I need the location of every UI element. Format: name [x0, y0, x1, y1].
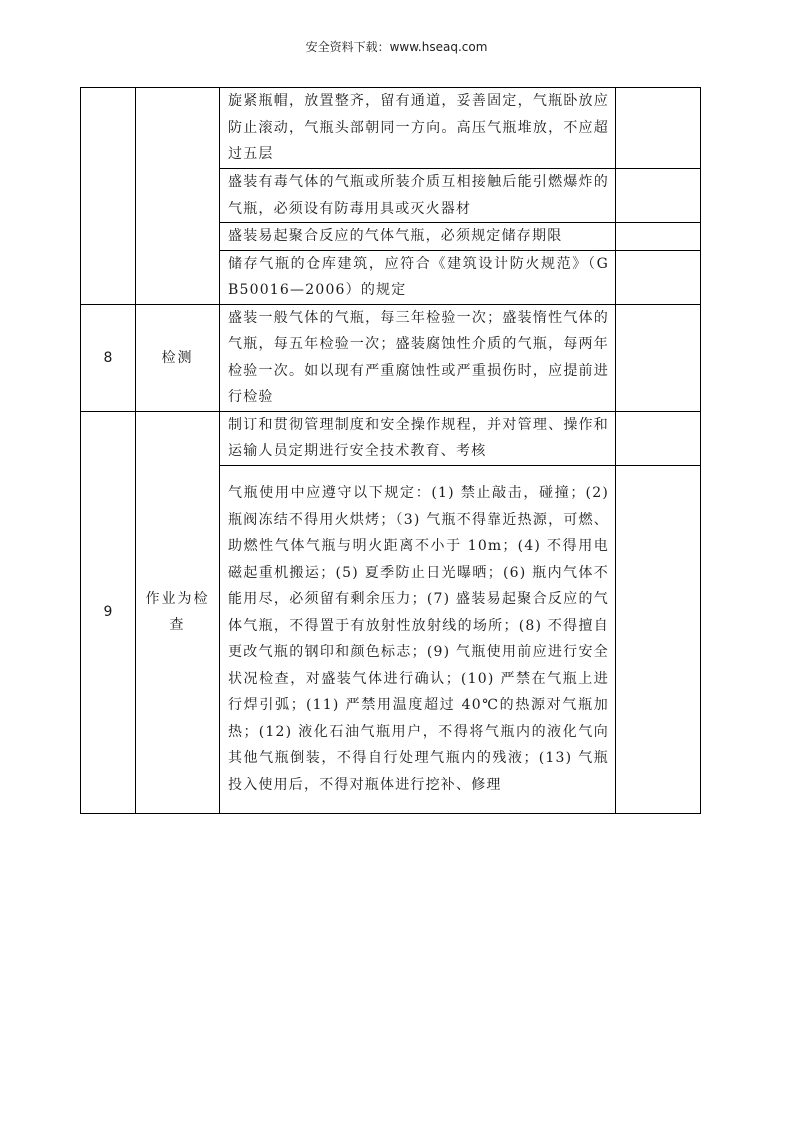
item-name-cell: [136, 304, 220, 411]
content-cell: 储存气瓶的仓库建筑，应符合《建筑设计防火规范》（GB50016—2006）的规定: [220, 250, 616, 304]
remark-cell: [616, 88, 701, 169]
item-name: 作业为检查: [145, 591, 210, 633]
content-cell: 气瓶使用中应遵守以下规定：(1) 禁止敲击，碰撞；(2) 瓶阀冻结不得用火烘烤；（3) 气瓶不得靠近热源，可燃、助燃性气体气瓶与明火距离不小于 10m；(4) 不得用电磁起重机搬运；(5) 夏季防止日光曝晒；(6) 瓶内气体不能用尽，必须留有剩余压力；(7) 盛装易起聚合反应的气体气瓶，不得置于有放射性放射线的场所；(8) 不得擅自更改气瓶的钢印和颜色标志；(9) 气瓶使用前应进行安全状况检查，对盛装气体进行确认；(10) 严禁在气瓶上进行焊引弧；(11) 严禁用温度超过 40℃的热源对气瓶加热；(12) 液化石油气瓶用户，不得将气瓶内的液化气向其他气瓶倒装，不得自行处理气瓶内的残液；(13) 气瓶投入使用后，不得对瓶体进行挖补、修理: [220, 465, 616, 813]
remark-cell: [616, 223, 701, 251]
row-number-cell: 9: [81, 411, 136, 813]
content-cell: 盛装有毒气体的气瓶或所装介质互相接触后能引燃爆炸的气瓶，必须设有防毒用具或灭火器材: [220, 169, 616, 223]
remark-cell: [616, 411, 701, 465]
content-cell: 制订和贯彻管理制度和安全操作规程，并对管理、操作和运输人员定期进行安全技术教育、考核: [220, 411, 616, 465]
table-row: [81, 411, 701, 465]
remark-cell: [616, 250, 701, 304]
remark-cell: [616, 169, 701, 223]
content-cell: 旋紧瓶帽，放置整齐，留有通道，妥善固定，气瓶卧放应防止滚动，气瓶头部朝同一方向。高压气瓶堆放，不应超过五层: [220, 88, 616, 169]
content-cell: 盛装易起聚合反应的气体气瓶，必须规定储存期限: [220, 223, 616, 251]
table-row: [81, 88, 701, 169]
item-name-cell: [136, 88, 220, 305]
page-header: 安全资料下载：www.hseaq.com: [305, 40, 488, 54]
row-number-cell: 8: [81, 304, 136, 411]
table-row: [81, 304, 701, 411]
requirements-table: [80, 87, 701, 814]
remark-cell: [616, 465, 701, 813]
content-cell: 盛装一般气体的气瓶，每三年检验一次；盛装惰性气体的气瓶，每五年检验一次；盛装腐蚀性介质的气瓶，每两年检验一次。如以现有严重腐蚀性或严重损伤时，应提前进行检验: [220, 304, 616, 411]
remark-cell: [616, 304, 701, 411]
item-name: 检测: [161, 349, 194, 366]
row-number-cell: [81, 88, 136, 305]
item-name-cell: [136, 411, 220, 813]
